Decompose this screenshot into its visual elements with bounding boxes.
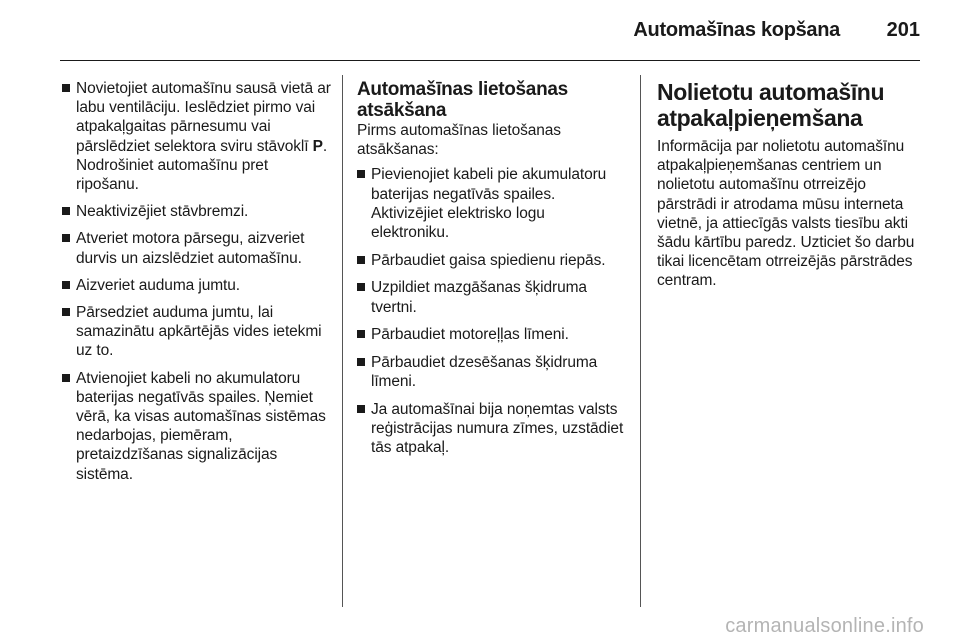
column-divider: [342, 75, 343, 607]
list-item: Atveriet motora pārsegu, aizveriet durvis un aizslēdziet automašīnu.: [62, 229, 334, 267]
list-item: Pievienojiet kabeli pie akumulatoru baterijas negatīvās spailes. Aktivizējiet elektrisko logu elektroniku.: [357, 165, 627, 242]
list-item: Pārsedziet auduma jumtu, lai samazinātu apkārtējās vides ietekmi uz to.: [62, 303, 334, 361]
watermark: carmanualsonline.info: [725, 615, 924, 637]
running-title: Automašīnas kopšana: [633, 19, 840, 41]
section-title: Nolietotu automašīnu atpakaļpieņemšana: [657, 79, 885, 131]
column-end-of-life-recovery: [657, 79, 923, 291]
page-number: 201: [886, 19, 920, 41]
list-item: Aizveriet auduma jumtu.: [62, 276, 334, 295]
column-storage-steps: [62, 79, 334, 492]
bullet-list: [357, 165, 627, 457]
list-item: Atvienojiet kabeli no akumulatoru baterijas negatīvās spailes. Ņemiet vērā, ka visas automašīnas sistēmas nedarbojas, piemēram, pretaizdzīšanas signalizācijas sistēma.: [62, 369, 334, 484]
list-item: Uzpildiet mazgāšanas šķidruma tvertni.: [357, 278, 627, 316]
list-item: Pārbaudiet dzesēšanas šķidruma līmeni.: [357, 353, 627, 391]
list-item: Pārbaudiet motoreļļas līmeni.: [357, 325, 627, 344]
bullet-list: [62, 79, 334, 484]
section-body: Informācija par nolietotu automašīnu atpakaļpieņemšanas centriem un nolietotu automašīnu otrreizējo pārstrādi ir atrodama mūsu interneta vietnē, ja attiecīgās valsts tiesību akti šādu kārtību paredz. Uzticiet šo darbu tikai licencētam otrreizējās pārstrādes centram.: [657, 138, 915, 290]
section-intro: Pirms automašīnas lietošanas atsākšanas:: [357, 122, 561, 159]
list-item: Neaktivizējiet stāvbremzi.: [62, 202, 334, 221]
column-recommissioning: [357, 79, 627, 466]
list-item: Novietojiet automašīnu sausā vietā ar labu ventilāciju. Ieslēdziet pirmo vai atpakaļgaitas pārnesumu vai pārslēdziet selektora sviru stāvoklī P. Nodrošiniet automašīnu pret ripošanu.: [62, 79, 334, 194]
page-header: [60, 0, 920, 61]
list-item: Ja automašīnai bija noņemtas valsts reģistrācijas numura zīmes, uzstādiet tās atpakaļ.: [357, 400, 627, 458]
column-divider: [640, 75, 641, 607]
section-title: Automašīnas lietošanas atsākšana: [357, 79, 568, 121]
list-item: Pārbaudiet gaisa spiedienu riepās.: [357, 251, 627, 270]
